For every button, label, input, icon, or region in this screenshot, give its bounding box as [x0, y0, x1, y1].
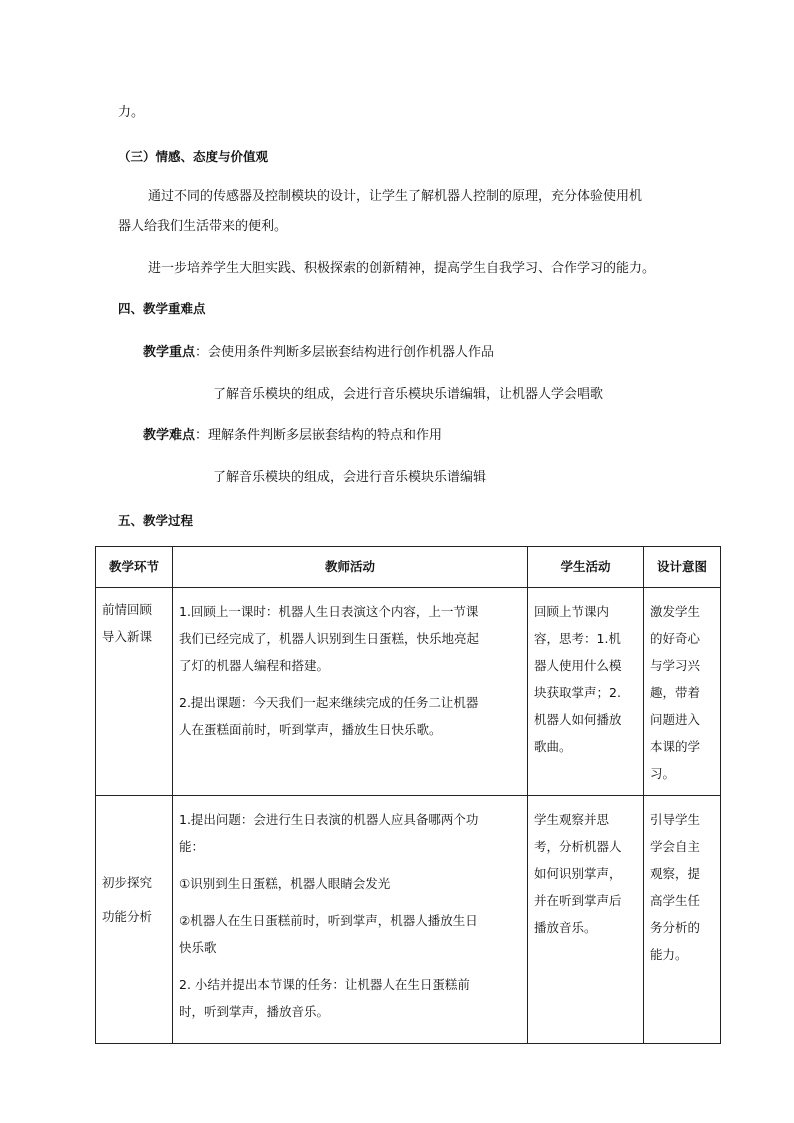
stage-line: 前情回顾: [102, 602, 153, 617]
text-line: 本课的学: [650, 739, 701, 754]
text-line: 容，思考：1.机: [534, 631, 621, 646]
key-point-line1: [143, 344, 494, 362]
text-line: ①识别到生日蛋糕，机器人眼睛会发光: [179, 876, 391, 891]
text-line: 播放音乐。: [534, 920, 597, 935]
text-line: 观察，提: [650, 866, 701, 881]
key-point-label: 教学重点: [143, 345, 196, 360]
text-line: 趣，带着: [650, 685, 701, 700]
teacher-paragraph: [179, 971, 521, 1025]
text-line: 了灯的机器人编程和搭建。: [179, 658, 330, 673]
teaching-process-table: [95, 546, 721, 1044]
text-line: 学生观察并思: [534, 812, 610, 827]
text-line: 问题进入: [650, 712, 701, 727]
teacher-paragraph: [179, 907, 521, 961]
text-line: 高学生任: [650, 893, 701, 908]
attitude-heading: （三）情感、态度与价值观: [118, 149, 269, 164]
text-line: 引导学生: [650, 812, 701, 827]
difficult-point-text: ：理解条件判断多层嵌套结构的特点和作用: [195, 428, 443, 443]
difficult-point-label: 教学难点: [143, 428, 196, 443]
stage-cell: [96, 588, 173, 796]
teacher-paragraph: [179, 870, 521, 897]
text-line: 块获取掌声；2.: [534, 685, 621, 700]
attitude-paragraph1-line2: 器人给我们生活带来的便利。: [118, 219, 288, 234]
text-line: 快乐歌: [179, 940, 217, 955]
student-activity-cell: [528, 796, 644, 1044]
teacher-paragraph: [179, 689, 521, 743]
text-line: 人在蛋糕面前时，听到掌声，播放生日快乐歌。: [179, 722, 442, 737]
text-line: 激发学生: [650, 604, 701, 619]
attitude-paragraph1-line1: 通过不同的传感器及控制模块的设计，让学生了解机器人控制的原理，充分体验使用机: [148, 189, 643, 204]
text-line: 回顾上节课内: [534, 604, 610, 619]
text-line: 2. 小结并提出本节课的任务：让机器人在生日蛋糕前: [179, 977, 470, 992]
text-line: 1.回顾上一课时：机器人生日表演这个内容，上一节课: [179, 604, 479, 619]
table-row: [96, 588, 721, 796]
text-line: 学会自主: [650, 839, 701, 854]
text-line: ②机器人在生日蛋糕前时，听到掌声，机器人播放生日: [179, 913, 478, 928]
stage-cell: [96, 796, 173, 1044]
text-line: 机器人如何播放: [534, 712, 622, 727]
text-line: 我们已经完成了，机器人识别到生日蛋糕，快乐地亮起: [179, 631, 480, 646]
key-points-heading: 四、教学重难点: [118, 301, 206, 316]
key-point-text: ：会使用条件判断多层嵌套结构进行创作机器人作品: [195, 345, 495, 360]
text-line: 考，分析机器人: [534, 839, 622, 854]
text-line: 器人使用什么模: [534, 658, 622, 673]
text-line: 1.提出问题：会进行生日表演的机器人应具备哪两个功: [179, 812, 479, 827]
difficult-point-line1: [143, 427, 442, 445]
text-line: 歌曲。: [534, 739, 572, 754]
text-line: 能：: [179, 839, 205, 854]
text-line: 并在听到掌声后: [534, 893, 622, 908]
key-point-line2: 了解音乐模块的组成，会进行音乐模块乐谱编辑，让机器人学会唱歌: [213, 387, 604, 402]
text-line: 习。: [650, 766, 676, 781]
attitude-paragraph2: 进一步培养学生大胆实践、积极探索的创新精神，提高学生自我学习、合作学习的能力。: [148, 261, 656, 276]
text-line: 与学习兴: [650, 658, 701, 673]
text-line: 能力。: [650, 947, 688, 962]
text-line: 2.提出课题：今天我们一起来继续完成的任务二让机器: [179, 695, 479, 710]
process-heading: 五、教学过程: [118, 513, 194, 528]
teacher-paragraph: [179, 598, 521, 679]
text-line: 务分析的: [650, 920, 701, 935]
stage-line: 功能分析: [102, 908, 153, 924]
table-row: [96, 796, 721, 1044]
student-activity-cell: [528, 588, 644, 796]
teacher-paragraph: [179, 806, 521, 860]
text-line: 的好奇心: [650, 631, 701, 646]
design-intent-cell: [644, 796, 721, 1044]
difficult-point-line2: 了解音乐模块的组成，会进行音乐模块乐谱编辑: [213, 470, 487, 485]
header-stage: 教学环节: [96, 547, 173, 588]
stage-line: 初步探究: [102, 874, 153, 890]
table-header-row: [96, 547, 721, 588]
design-intent-cell: [644, 588, 721, 796]
text-line: 如何识别掌声，: [534, 866, 622, 881]
text-line: 时，听到掌声，播放音乐。: [179, 1004, 330, 1019]
header-student-activity: 学生活动: [528, 547, 644, 588]
top-fragment: 力。: [118, 105, 145, 120]
stage-line: 导入新课: [102, 629, 153, 644]
header-teacher-activity: 教师活动: [173, 547, 528, 588]
teacher-activity-cell: [173, 796, 528, 1044]
teacher-activity-cell: [173, 588, 528, 796]
header-design-intent: 设计意图: [644, 547, 721, 588]
